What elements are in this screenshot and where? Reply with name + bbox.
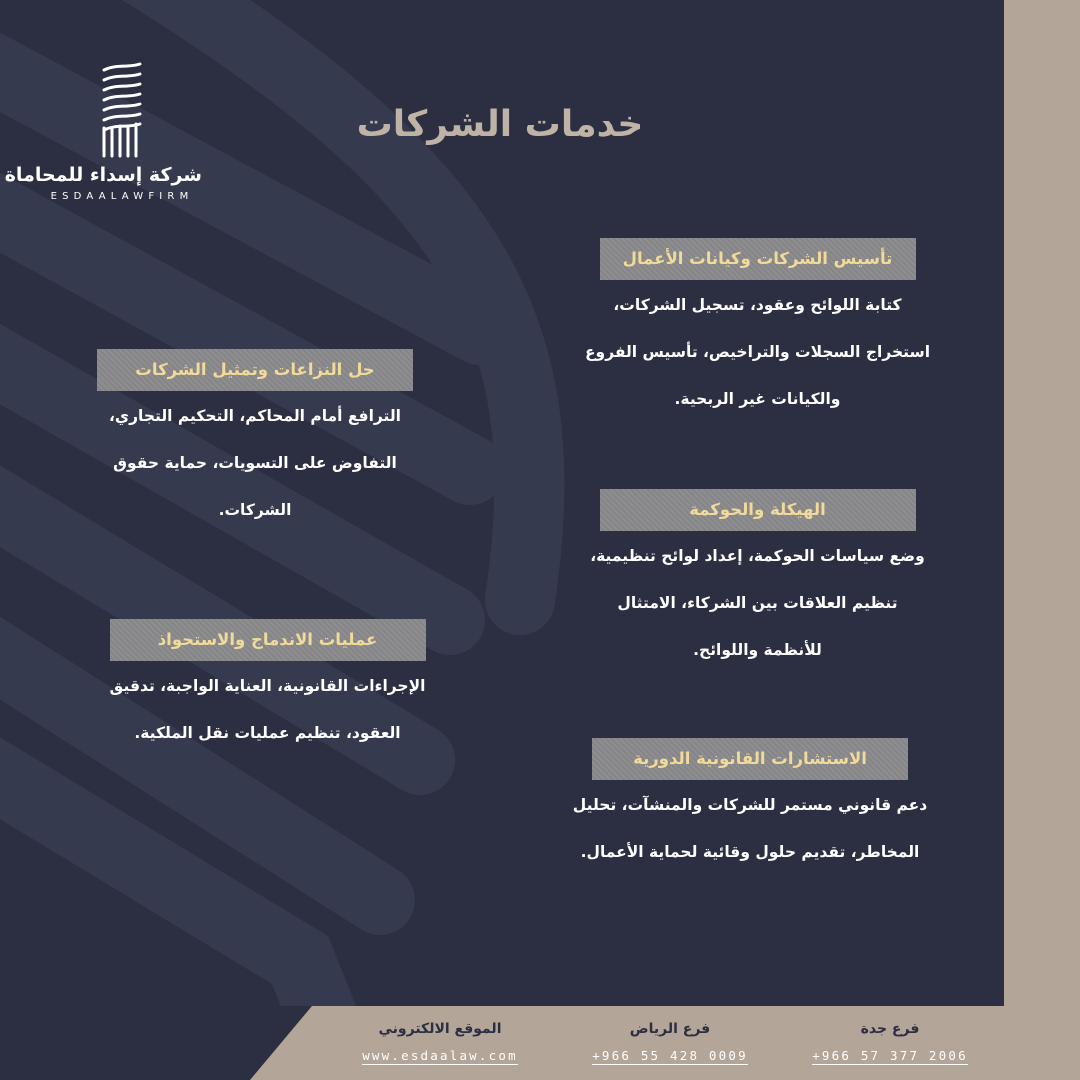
brand-name-english: ESDAALAWFIRM <box>50 191 194 202</box>
description-line: وضع سياسات الحوكمة، إعداد لوائح تنظيمية، <box>590 547 925 565</box>
website-label: الموقع الالكتروني <box>378 1021 502 1037</box>
description-line: دعم قانوني مستمر للشركات والمنشآت، تحليل <box>572 796 928 814</box>
brand-logo <box>4 62 202 202</box>
description-line: كتابة اللوائح وعقود، تسجيل الشركات، <box>613 296 902 314</box>
service-heading: الهيكلة والحوكمة <box>600 489 916 531</box>
service-description <box>520 533 995 674</box>
jeddah-label: فرع جدة <box>860 1021 920 1037</box>
service-heading: تأسيس الشركات وكيانات الأعمال <box>600 238 916 280</box>
website-link[interactable]: www.esdaalaw.com <box>362 1048 518 1063</box>
description-line: الترافع أمام المحاكم، التحكيم التجاري، <box>109 407 401 425</box>
service-card-establishment <box>520 238 995 423</box>
description-line: المخاطر، تقديم حلول وقائية لحماية الأعمال. <box>580 843 920 861</box>
website-contact <box>320 1016 560 1065</box>
jeddah-phone-link[interactable]: +966 57 377 2006 <box>812 1048 968 1063</box>
description-line: العقود، تنظيم عمليات نقل الملكية. <box>134 724 401 742</box>
description-line: والكيانات غير الربحية. <box>674 390 841 408</box>
service-card-governance <box>520 489 995 674</box>
riyadh-label: فرع الرياض <box>629 1021 711 1037</box>
service-heading: الاستشارات القانونية الدورية <box>592 738 908 780</box>
description-line: الشركات. <box>218 501 292 519</box>
service-heading: حل النزاعات وتمثيل الشركات <box>97 349 413 391</box>
riyadh-contact <box>570 1016 770 1065</box>
riyadh-phone-link[interactable]: +966 55 428 0009 <box>592 1048 748 1063</box>
service-description <box>505 782 995 876</box>
service-card-mergers <box>40 619 495 757</box>
service-heading: عمليات الاندماج والاستحواذ <box>110 619 426 661</box>
service-card-consulting <box>505 738 995 876</box>
service-card-disputes <box>40 349 470 534</box>
brand-name-arabic: شركة إسداء للمحاماة <box>4 164 202 186</box>
jeddah-contact <box>790 1016 990 1065</box>
description-line: استخراج السجلات والتراخيص، تأسيس الفروع <box>584 343 931 361</box>
description-line: تنظيم العلاقات بين الشركاء، الامتثال <box>617 594 898 612</box>
page-title: خدمات الشركات <box>356 104 644 145</box>
service-description <box>520 282 995 423</box>
service-description <box>40 663 495 757</box>
description-line: التفاوض على التسويات، حماية حقوق <box>113 454 397 472</box>
description-line: للأنظمة واللوائح. <box>693 641 822 659</box>
description-line: الإجراءات القانونية، العناية الواجبة، تدقيق <box>109 677 426 695</box>
wave-stripes-logo-icon <box>100 62 144 158</box>
contact-footer <box>0 1006 1080 1080</box>
service-description <box>40 393 470 534</box>
